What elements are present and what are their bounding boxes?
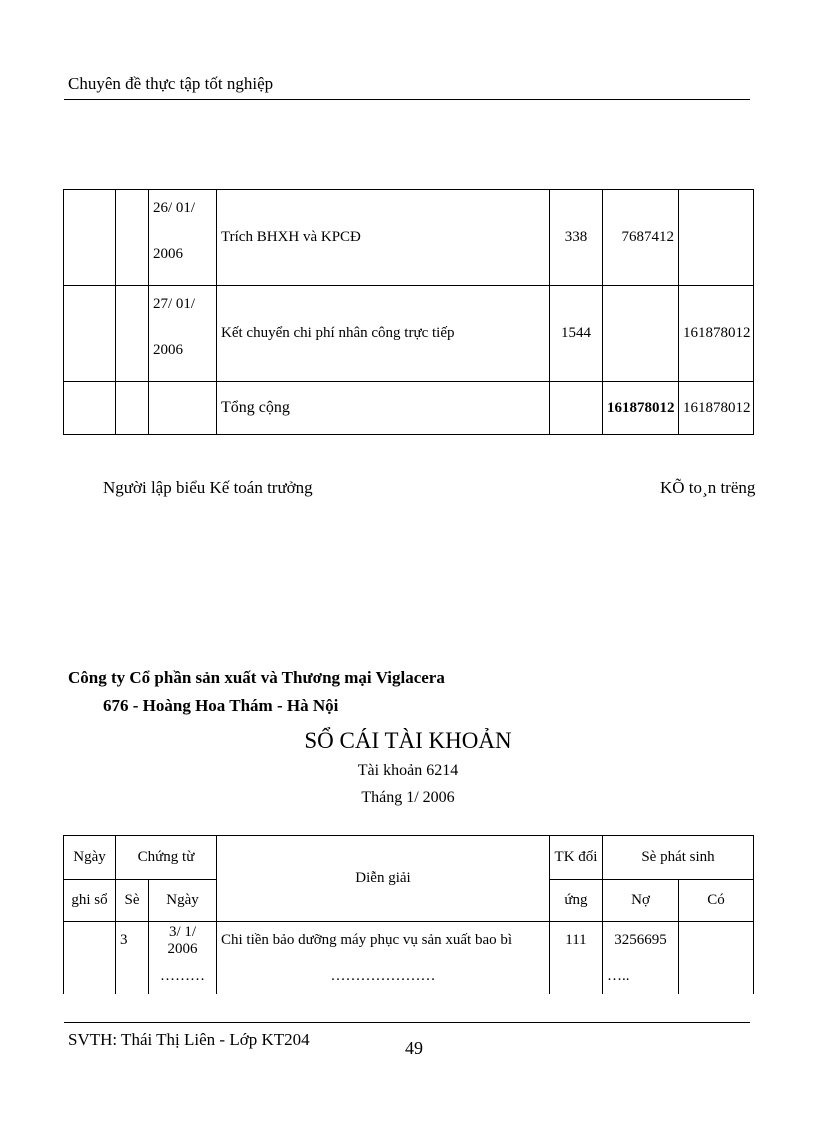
table-cell (116, 286, 149, 382)
signature-left: Người lập biểu Kế toán trưởng (103, 478, 313, 497)
header-contra: TK đối (550, 836, 603, 880)
table-row (64, 922, 754, 960)
header-rule (64, 99, 750, 100)
table-cell (149, 382, 217, 435)
table-row (64, 960, 754, 994)
table-cell (64, 922, 116, 960)
ledger-table (63, 835, 754, 994)
header-voucher-date: Ngày (149, 880, 217, 922)
description-cell: Chi tiền bảo dưỡng máy phục vụ sản xuất bao bì (217, 922, 550, 960)
company-address: 676 - Hoàng Hoa Thám - Hà Nội (103, 696, 339, 715)
table-row (64, 286, 754, 382)
voucher-date-cell: 3/ 1/ 2006 (149, 922, 217, 960)
credit-cell (679, 960, 754, 994)
footer-rule (64, 1022, 750, 1023)
signature-right: KÕ to¸n trëng (660, 478, 756, 497)
date-line: 27/ 01/ (153, 296, 196, 312)
header-voucher: Chứng từ (116, 836, 217, 880)
voucher-no-cell (116, 960, 149, 994)
total-debit: 161878012 (603, 382, 679, 435)
credit-cell (679, 922, 754, 960)
debit-cell (603, 286, 679, 382)
total-row (64, 382, 754, 435)
debit-cell: 7687412 (603, 190, 679, 286)
total-label: Tổng cộng (217, 382, 550, 435)
description-cell: Kết chuyển chi phí nhân công trực tiếp (217, 286, 550, 382)
contra-cell: 111 (550, 922, 603, 960)
header-row (64, 836, 754, 880)
credit-cell (679, 190, 754, 286)
table-cell (550, 382, 603, 435)
date-line: 2006 (153, 342, 183, 358)
table-cell (64, 286, 116, 382)
header-credit: Có (679, 880, 754, 922)
account-cell: 1544 (550, 286, 603, 382)
voucher-no-cell: 3 (116, 922, 149, 960)
debit-cell: 3256695 (603, 922, 679, 960)
ledger-title: SỔ CÁI TÀI KHOẢN (304, 728, 512, 753)
header-debit: Nợ (603, 880, 679, 922)
table-cell (64, 382, 116, 435)
debit-cell: ….. (603, 960, 679, 994)
header-record-date: Ngày (64, 836, 116, 880)
voucher-date-cell: ……… (149, 960, 217, 994)
date-line: 26/ 01/ (153, 200, 196, 216)
date-line: 2006 (153, 246, 183, 262)
date-cell (149, 190, 217, 286)
header-voucher-no: Sè (116, 880, 149, 922)
contra-cell (550, 960, 603, 994)
header-record-date-2: ghi sổ (64, 880, 116, 922)
ledger-account: Tài khoản 6214 (357, 762, 459, 779)
header-description: Diễn giải (217, 836, 550, 922)
footer-student: SVTH: Thái Thị Liên - Lớp KT204 (68, 1030, 310, 1049)
table-cell (116, 382, 149, 435)
total-credit: 161878012 (679, 382, 754, 435)
page-number: 49 (405, 1038, 423, 1058)
journal-continuation-table (63, 189, 754, 435)
credit-cell: 161878012 (679, 286, 754, 382)
page-header-title: Chuyên đề thực tập tốt nghiệp (68, 74, 274, 93)
date-cell (149, 286, 217, 382)
description-cell: Trích BHXH và KPCĐ (217, 190, 550, 286)
description-cell: ………………… (217, 960, 550, 994)
table-cell (116, 190, 149, 286)
table-row (64, 190, 754, 286)
table-cell (64, 960, 116, 994)
header-contra-2: ứng (550, 880, 603, 922)
table-cell (64, 190, 116, 286)
ledger-month: Tháng 1/ 2006 (361, 789, 455, 806)
header-arising: Sè phát sinh (603, 836, 754, 880)
account-cell: 338 (550, 190, 603, 286)
company-name: Công ty Cổ phần sản xuất và Thương mại Viglacera (68, 668, 445, 687)
